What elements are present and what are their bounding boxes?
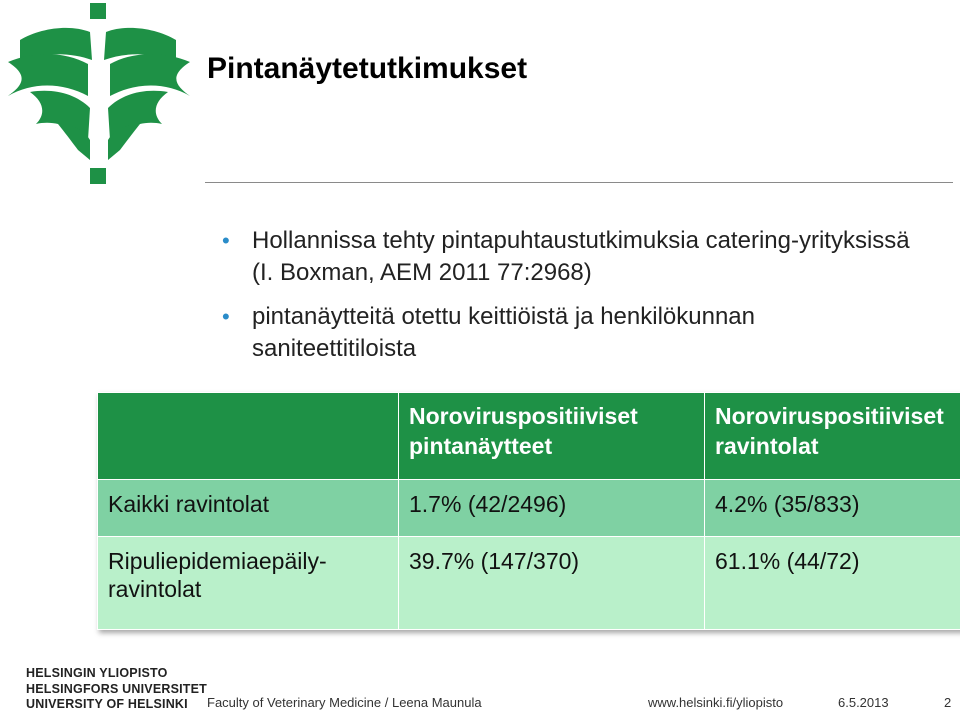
university-flame-emblem-icon [0, 0, 200, 190]
table-cell: Kaikki ravintolat [98, 480, 399, 537]
table-cell: 61.1% (44/72) [705, 537, 960, 630]
table-header-cell: Noroviruspositiiviset pintanäytteet [399, 393, 705, 480]
university-wordmark [26, 666, 207, 713]
bullet-list [222, 225, 922, 377]
wordmark-line: HELSINGFORS UNIVERSITET [26, 682, 207, 698]
slide-title: Pintanäytetutkimukset [207, 52, 527, 86]
wordmark-line: UNIVERSITY OF HELSINKI [26, 697, 207, 713]
table-cell: 4.2% (35/833) [705, 480, 960, 537]
footer-faculty: Faculty of Veterinary Medicine / Leena Maunula [207, 695, 482, 710]
footer-date: 6.5.2013 [838, 695, 889, 710]
page-number: 2 [944, 695, 951, 710]
norovirus-table [97, 392, 960, 630]
bullet-dot-icon: • [222, 301, 230, 333]
wordmark-line: HELSINGIN YLIOPISTO [26, 666, 207, 682]
bullet-item [222, 301, 922, 365]
bullet-item [222, 225, 922, 289]
bullet-text: pintanäytteitä otettu keittiöistä ja henkilökunnan saniteettitiloista [252, 303, 755, 362]
table-row [98, 537, 960, 630]
table-cell: 1.7% (42/2496) [399, 480, 705, 537]
table-cell: Ripuliepidemiaepäily-ravintolat [98, 537, 399, 630]
table-cell: 39.7% (147/370) [399, 537, 705, 630]
footer-url: www.helsinki.fi/yliopisto [648, 695, 783, 710]
table-row [98, 480, 960, 537]
bullet-dot-icon: • [222, 225, 230, 257]
bullet-text: Hollannissa tehty pintapuhtaustutkimuksia catering-yrityksissä (I. Boxman, AEM 2011 77:2968) [252, 227, 910, 286]
table-header-cell [98, 393, 399, 480]
table-header-row [98, 393, 960, 480]
title-divider [205, 182, 953, 183]
table-header-cell: Noroviruspositiiviset ravintolat [705, 393, 960, 480]
